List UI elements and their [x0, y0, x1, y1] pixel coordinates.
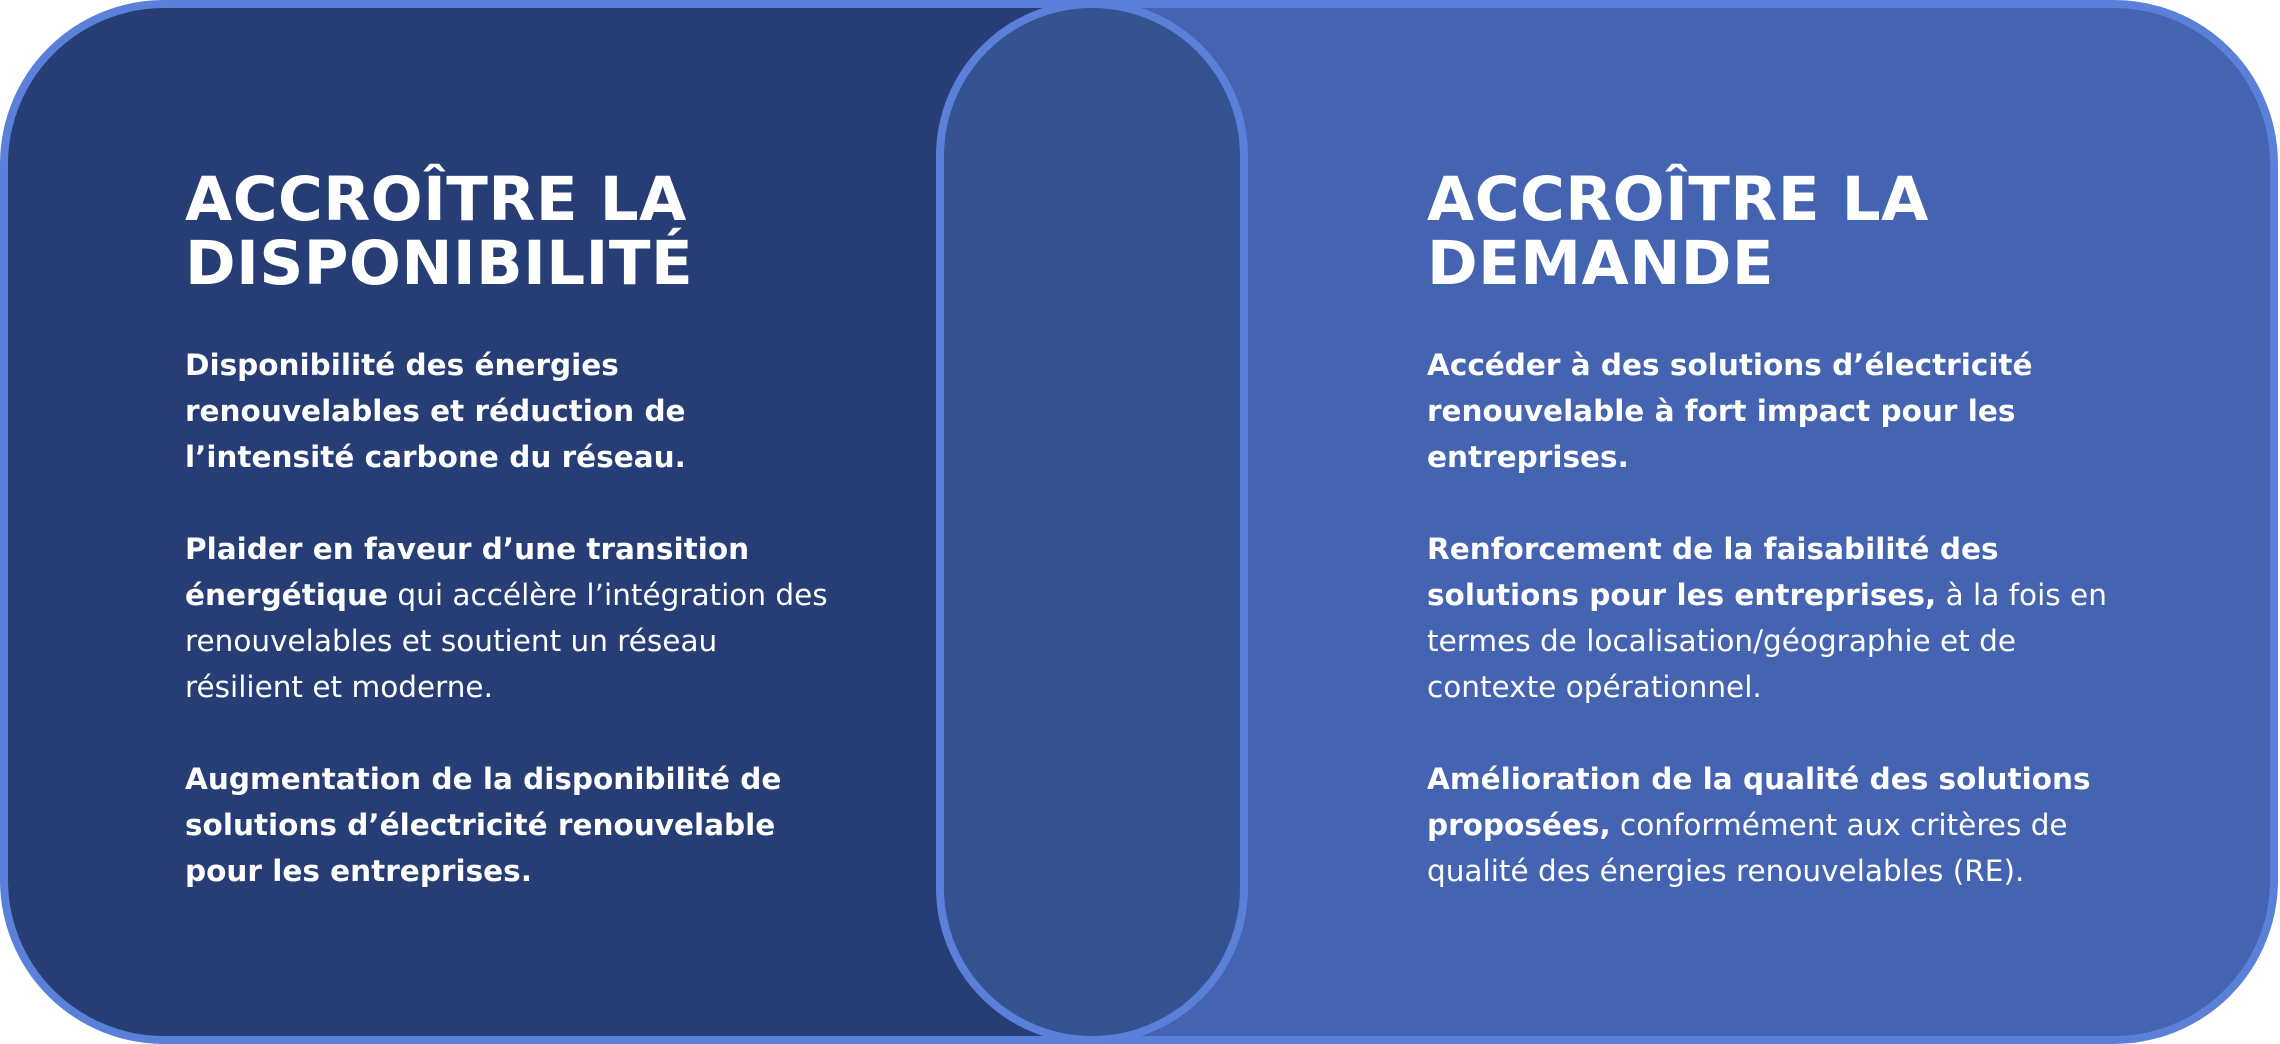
right-title — [1427, 164, 2147, 299]
left-title — [185, 164, 835, 299]
right-p3-bold: Amélioration de la qualité des solutions proposées, — [1427, 762, 2091, 842]
left-paragraph-2 — [185, 526, 835, 710]
right-title-line-1: ACCROÎTRE LA — [1427, 164, 1929, 235]
right-panel — [1427, 164, 2147, 940]
left-p2-bold: Plaider en faveur d’une transition énergétique — [185, 532, 750, 612]
left-paragraph-1 — [185, 342, 835, 480]
left-p3-bold: Augmentation de la disponibilité de solutions d’électricité renouvelable pour les entreprises. — [185, 762, 782, 888]
right-p2-text: à la fois en termes de localisation/géographie et de contexte opérationnel. — [1427, 578, 2107, 704]
left-title-line-2: DISPONIBILITÉ — [185, 228, 694, 299]
right-p1-bold: Accéder à des solutions d’électricité renouvelable à fort impact pour les entreprises. — [1427, 348, 2033, 474]
left-p2-text: qui accélère l’intégration des renouvelables et soutient un réseau résilient et moderne. — [185, 578, 828, 704]
right-paragraph-2 — [1427, 526, 2147, 710]
left-p1-bold: Disponibilité des énergies renouvelables et réduction de l’intensité carbone du réseau. — [185, 348, 686, 474]
right-title-line-2: DEMANDE — [1427, 228, 1775, 299]
left-panel — [185, 164, 835, 940]
overlap-shape — [940, 4, 1244, 1040]
right-paragraph-1 — [1427, 342, 2147, 480]
right-p3-text: conformément aux critères de qualité des énergies renouvelables (RE). — [1427, 808, 2068, 888]
right-paragraph-3 — [1427, 756, 2147, 894]
left-title-line-1: ACCROÎTRE LA — [185, 164, 687, 235]
right-p2-bold: Renforcement de la faisabilité des solutions pour les entreprises, — [1427, 532, 1999, 612]
left-paragraph-3 — [185, 756, 835, 894]
